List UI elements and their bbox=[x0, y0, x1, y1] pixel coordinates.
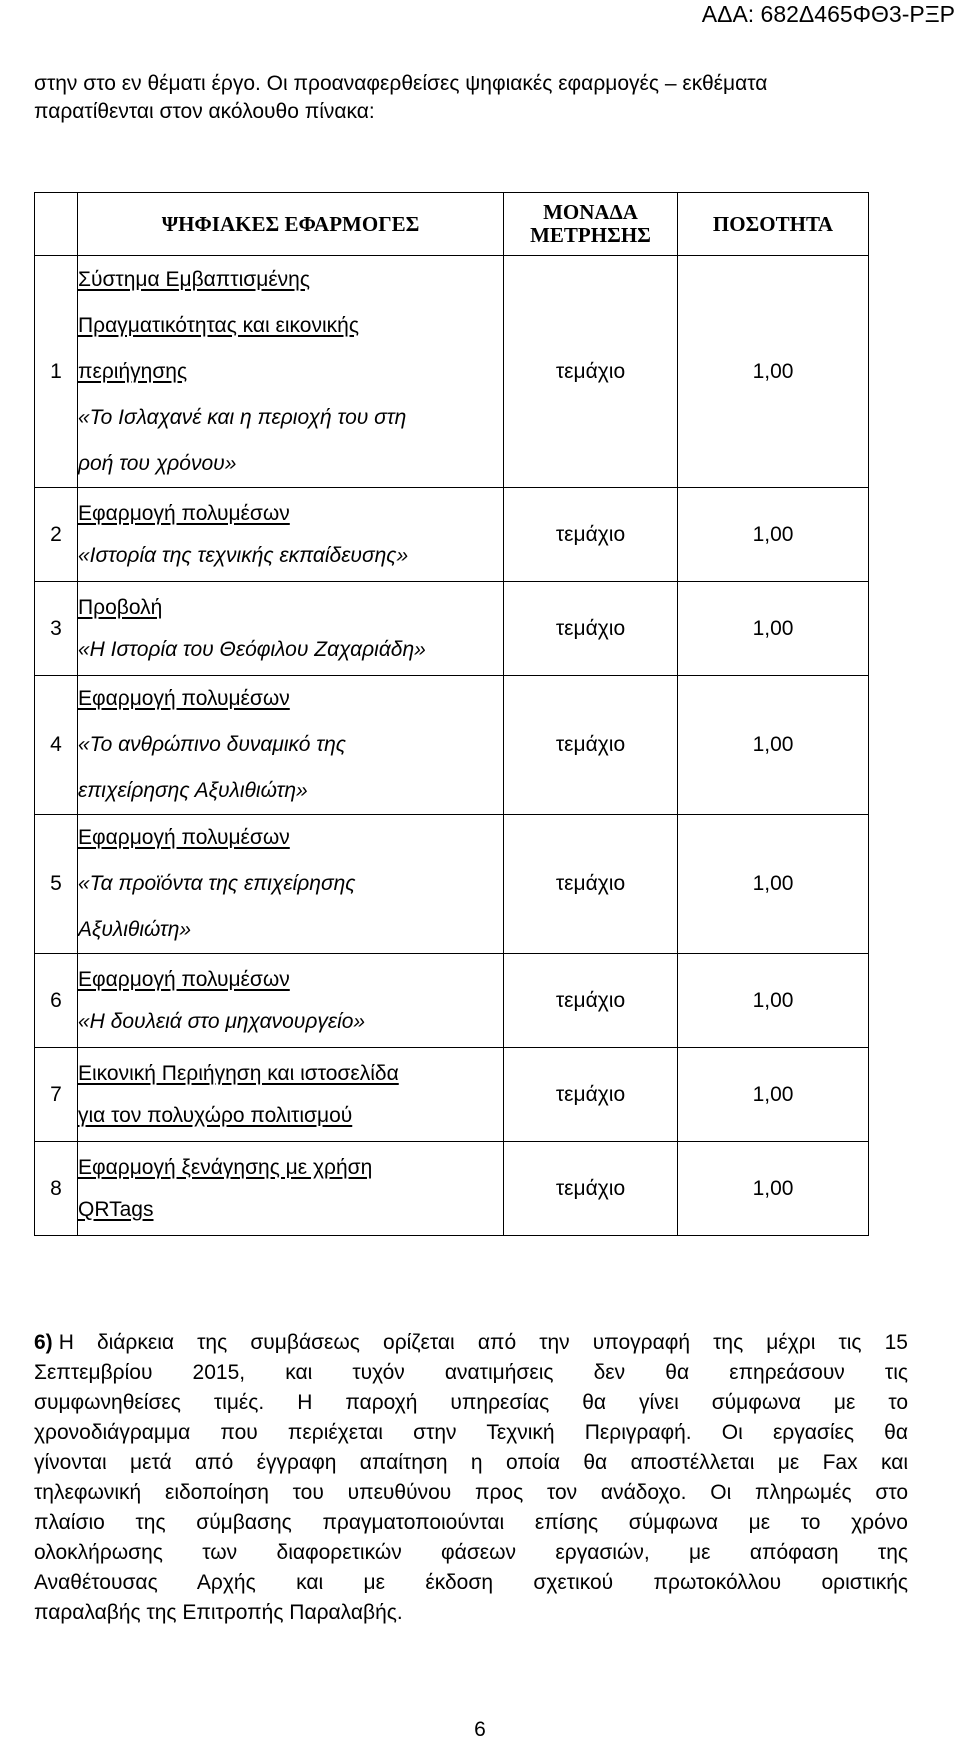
quantity-cell: 1,00 bbox=[678, 676, 869, 815]
row-number: 8 bbox=[35, 1142, 78, 1236]
table-row bbox=[35, 815, 869, 954]
row-number: 4 bbox=[35, 676, 78, 815]
application-title-line: ροή του χρόνου» bbox=[78, 451, 237, 475]
application-type-line: Εφαρμογή πολυμέσων bbox=[78, 687, 290, 710]
application-type-line: Εφαρμογή πολυμέσων bbox=[78, 967, 290, 991]
unit-cell: τεμάχιο bbox=[504, 954, 678, 1048]
application-type-line: Εφαρμογή πολυμέσων bbox=[78, 826, 290, 849]
application-type-line: Εικονική Περιήγηση και ιστοσελίδα bbox=[78, 1061, 399, 1085]
application-name-cell bbox=[78, 1142, 504, 1236]
application-title-line: «Η Ιστορία του Θεόφιλου Ζαχαριάδη» bbox=[78, 637, 426, 661]
row-number: 5 bbox=[35, 815, 78, 954]
paragraph-line: παραλαβής της Επιτροπής Παραλαβής. bbox=[34, 1601, 403, 1624]
application-name-cell bbox=[78, 954, 504, 1048]
paragraph-line: Σεπτεμβρίου 2015, και τυχόν ανατιμήσεις δεν θα επηρεάσουν τις bbox=[34, 1361, 908, 1384]
application-type-line: για τον πολυχώρο πολιτισμού bbox=[78, 1103, 353, 1127]
table-row bbox=[35, 676, 869, 815]
application-title-line: «Ιστορία της τεχνικής εκπαίδευσης» bbox=[78, 543, 409, 567]
application-type-line: QRTags bbox=[78, 1197, 154, 1221]
row-number: 3 bbox=[35, 582, 78, 676]
unit-cell: τεμάχιο bbox=[504, 488, 678, 582]
quantity-cell: 1,00 bbox=[678, 1142, 869, 1236]
header-number-cell bbox=[35, 193, 78, 256]
application-name-cell bbox=[78, 1048, 504, 1142]
unit-cell: τεμάχιο bbox=[504, 815, 678, 954]
application-type-line: Εφαρμογή πολυμέσων bbox=[78, 501, 290, 525]
paragraph-line: πλαίσιο της σύμβασης πραγματοποιούνται επίσης σύμφωνα με το χρόνο bbox=[34, 1511, 908, 1534]
paragraph-line: χρονοδιάγραμμα που περιέχεται στην Τεχνική Περιγραφή. Οι εργασίες θα bbox=[34, 1421, 908, 1444]
paragraph-line: Αναθέτουσας Αρχής και με έκδοση σχετικού πρωτοκόλλου οριστικής bbox=[34, 1571, 908, 1594]
table-row bbox=[35, 1048, 869, 1142]
unit-cell: τεμάχιο bbox=[504, 1142, 678, 1236]
row-number: 7 bbox=[35, 1048, 78, 1142]
application-type-line: Προβολή bbox=[78, 595, 163, 619]
table-row bbox=[35, 582, 869, 676]
application-type-line: Σύστημα Εμβαπτισμένης bbox=[78, 267, 310, 291]
application-type-line: Εφαρμογή ξενάγησης με χρήση bbox=[78, 1155, 373, 1179]
application-name-cell bbox=[78, 582, 504, 676]
application-title-line: επιχείρησης Αξυλιθιώτη» bbox=[78, 779, 308, 802]
application-name-cell bbox=[78, 676, 504, 815]
intro-line: στην στο εν θέματι έργο. Οι προαναφερθείσες ψηφιακές εφαρμογές – εκθέματα bbox=[34, 72, 768, 95]
application-title-line: «Η δουλειά στο μηχανουργείο» bbox=[78, 1009, 366, 1033]
unit-cell: τεμάχιο bbox=[504, 256, 678, 488]
header-unit-line1: ΜΟΝΑΔΑ bbox=[543, 200, 638, 224]
unit-cell: τεμάχιο bbox=[504, 676, 678, 815]
intro-line: παρατίθενται στον ακόλουθο πίνακα: bbox=[34, 100, 375, 123]
quantity-cell: 1,00 bbox=[678, 256, 869, 488]
table-row bbox=[35, 954, 869, 1048]
quantity-cell: 1,00 bbox=[678, 954, 869, 1048]
quantity-cell: 1,00 bbox=[678, 815, 869, 954]
table-row bbox=[35, 1142, 869, 1236]
application-type-line: Πραγματικότητας και εικονικής bbox=[78, 313, 359, 337]
application-name-cell bbox=[78, 256, 504, 488]
paragraph-line: τηλεφωνική ειδοποίηση του υπευθύνου προς τον ανάδοχο. Οι πληρωμές στο bbox=[34, 1481, 908, 1504]
application-title-line: Αξυλιθιώτη» bbox=[78, 918, 192, 941]
unit-cell: τεμάχιο bbox=[504, 1048, 678, 1142]
paragraph-line: ολοκλήρωσης των διαφορετικών φάσεων εργασιών, με απόφαση της bbox=[34, 1541, 908, 1564]
row-number: 2 bbox=[35, 488, 78, 582]
quantity-cell: 1,00 bbox=[678, 1048, 869, 1142]
table-header-row bbox=[35, 193, 869, 256]
paragraph-line bbox=[34, 1328, 908, 1358]
quantity-cell: 1,00 bbox=[678, 582, 869, 676]
intro-text bbox=[34, 70, 914, 126]
unit-cell: τεμάχιο bbox=[504, 582, 678, 676]
paragraph-6 bbox=[34, 1328, 908, 1628]
table-row bbox=[35, 256, 869, 488]
application-type-line: περιήγησης bbox=[78, 359, 188, 383]
quantity-cell: 1,00 bbox=[678, 488, 869, 582]
application-name-cell bbox=[78, 488, 504, 582]
paragraph-line: συμφωνηθείσες τιμές. Η παροχή υπηρεσίας θα γίνει σύμφωνα με το bbox=[34, 1391, 908, 1414]
header-applications: ΨΗΦΙΑΚΕΣ ΕΦΑΡΜΟΓΕΣ bbox=[78, 193, 504, 256]
table-row bbox=[35, 488, 869, 582]
digital-applications-table bbox=[34, 192, 869, 1236]
application-title-line: «Το Ισλαχανέ και η περιοχή του στη bbox=[78, 405, 407, 429]
header-unit bbox=[504, 193, 678, 256]
row-number: 1 bbox=[35, 256, 78, 488]
header-unit-line2: ΜΕΤΡΗΣΗΣ bbox=[530, 223, 651, 247]
page-number: 6 bbox=[474, 1718, 486, 1741]
application-title-line: «Το ανθρώπινο δυναμικό της bbox=[78, 733, 346, 756]
row-number: 6 bbox=[35, 954, 78, 1048]
ada-code: ΑΔΑ: 682Δ465ΦΘ3-ΡΞΡ bbox=[701, 1, 955, 27]
application-title-line: «Τα προϊόντα της επιχείρησης bbox=[78, 872, 356, 895]
paragraph-line: γίνονται μετά από έγγραφη απαίτηση η οποία θα αποστέλλεται με Fax και bbox=[34, 1451, 908, 1474]
header-quantity: ΠΟΣΟΤΗΤΑ bbox=[678, 193, 869, 256]
application-name-cell bbox=[78, 815, 504, 954]
paragraph-line-text: Η διάρκεια της συμβάσεως ορίζεται από την υπογραφή της μέχρι τις 15 bbox=[58, 1331, 908, 1354]
paragraph-number: 6) bbox=[34, 1331, 53, 1354]
